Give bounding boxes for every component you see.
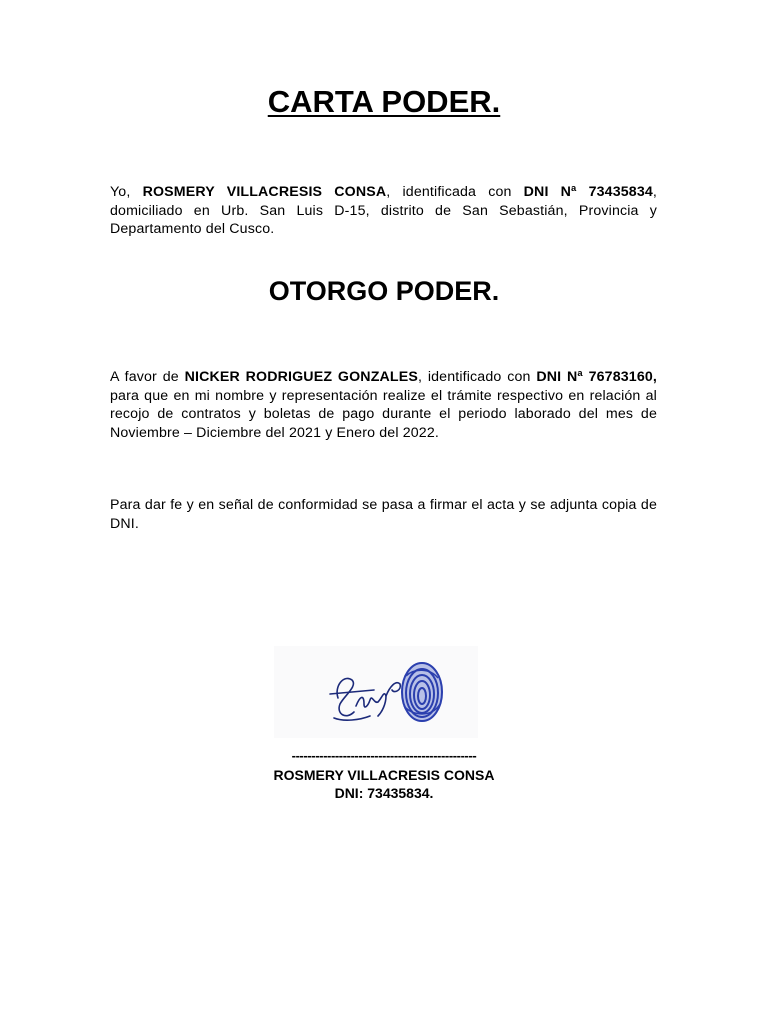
grantor-dni: DNI Nª 73435834 xyxy=(523,184,653,200)
section-subtitle: OTORGO PODER. xyxy=(268,276,500,306)
signature-image xyxy=(274,646,478,738)
closing-paragraph: Para dar fe y en señal de conformidad se pasa a firmar el acta y se adjunta copia de DNI. xyxy=(110,497,657,532)
p1-rest: , domiciliado en Urb. San Luis D-15, distrito de San Sebastián, Provincia y Departamento del Cusco. xyxy=(110,184,658,237)
fingerprint-icon xyxy=(401,662,443,722)
grantee-dni: DNI Nª 76783160, xyxy=(536,369,658,385)
grantor-paragraph xyxy=(110,183,657,239)
p2-rest: para que en mi nombre y representación realize el trámite respectivo en relación al recojo de contratos y boletas de pago durante el periodo laborado del mes de Noviembre – Diciembre del 2021 y Enero del 2022. xyxy=(110,387,657,441)
grantee-paragraph xyxy=(110,368,657,442)
scan-background xyxy=(274,646,478,738)
grantee-name: NICKER RODRIGUEZ GONZALES xyxy=(184,369,418,385)
p1-mid: , identificada con xyxy=(386,184,524,200)
signature-svg xyxy=(274,646,478,738)
grantor-name: ROSMERY VILLACRESIS CONSA xyxy=(142,184,387,200)
signer-name: ROSMERY VILLACRESIS CONSA xyxy=(273,767,495,783)
p1-intro: Yo, xyxy=(110,184,143,200)
document-title: CARTA PODER. xyxy=(267,84,501,119)
p2-mid: , identificado con xyxy=(417,369,537,385)
signer-dni: DNI: 73435834. xyxy=(334,785,434,801)
p2-intro: A favor de xyxy=(110,369,185,385)
signature-line: ----------------------------------------------- xyxy=(291,748,477,763)
